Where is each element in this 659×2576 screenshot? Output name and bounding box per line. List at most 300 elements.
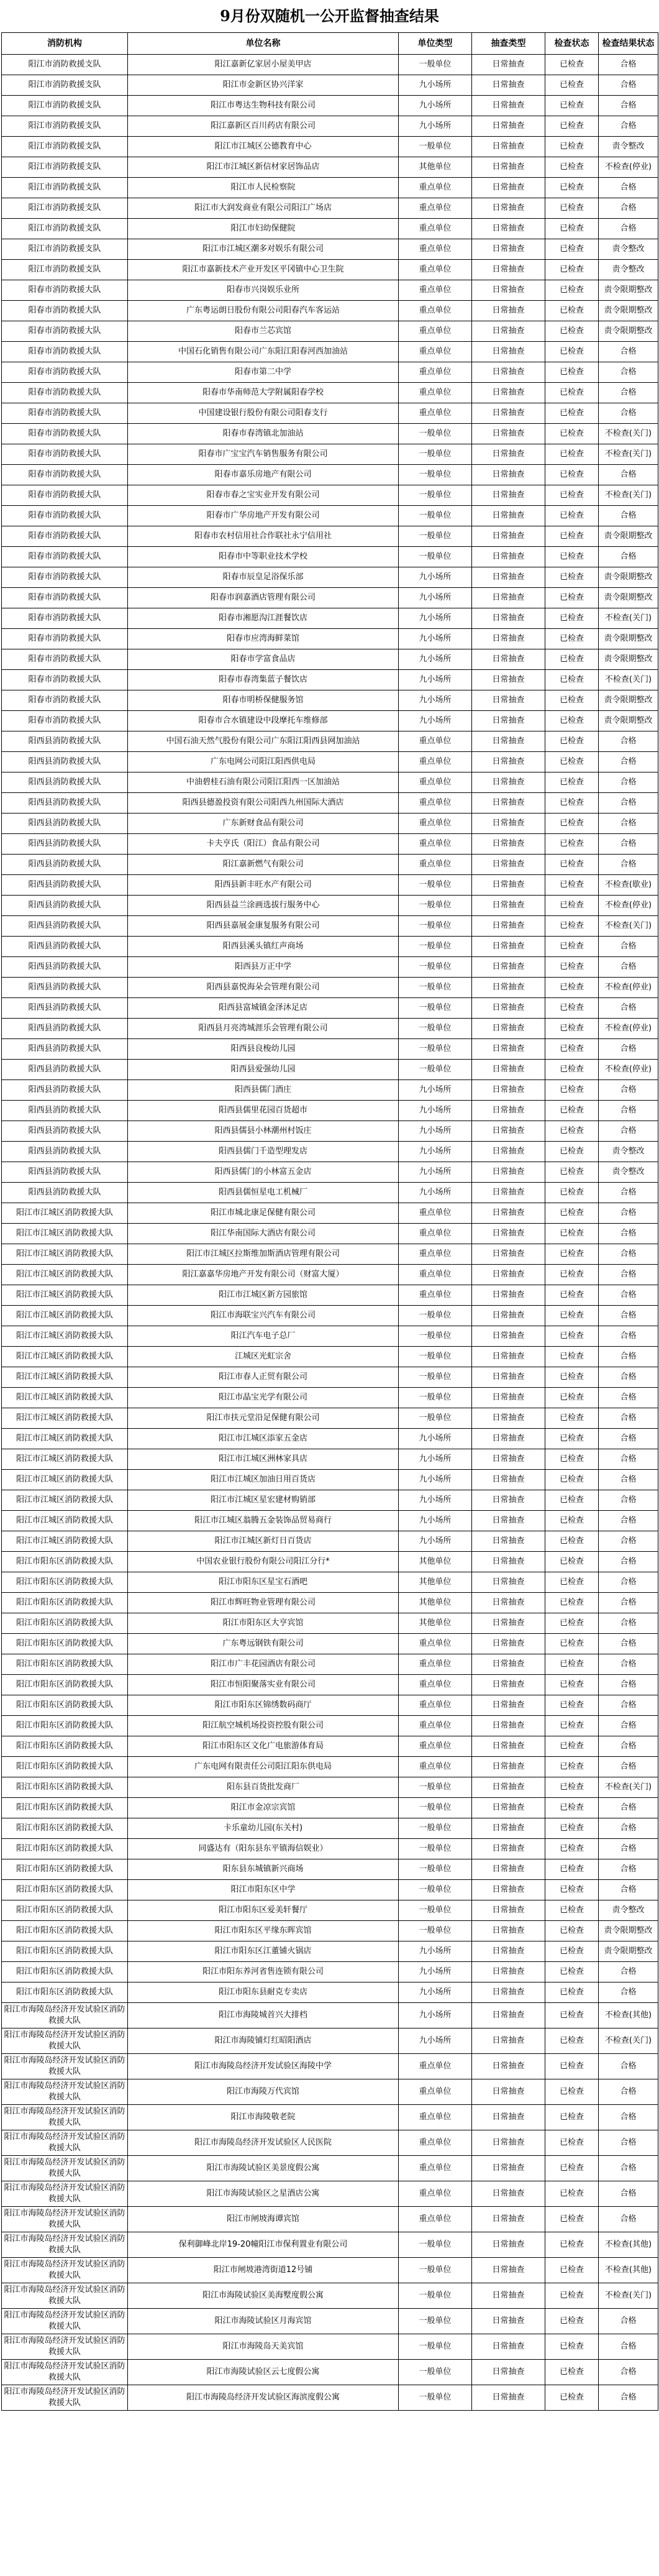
cell-check-status: 已检查 bbox=[545, 1408, 599, 1429]
cell-unit-type: 重点单位 bbox=[399, 1757, 472, 1777]
cell-unit-type: 一般单位 bbox=[399, 1347, 472, 1367]
cell-check-type: 日常抽查 bbox=[472, 957, 545, 978]
cell-unit-name: 阳春市应湾海鲜菜馆 bbox=[128, 629, 399, 649]
cell-unit-type: 一般单位 bbox=[399, 444, 472, 465]
table-row bbox=[2, 670, 658, 690]
cell-unit-type: 一般单位 bbox=[399, 2283, 472, 2309]
cell-result: 合格 bbox=[599, 998, 658, 1019]
cell-agency: 阳春市消防救援大队 bbox=[2, 526, 128, 547]
cell-check-type: 日常抽查 bbox=[472, 1921, 545, 1941]
table-row bbox=[2, 198, 658, 219]
cell-unit-name: 阳春市明桥保健服务馆 bbox=[128, 690, 399, 711]
cell-result: 合格 bbox=[599, 1388, 658, 1408]
cell-agency: 阳江市阳东区消防救援大队 bbox=[2, 1695, 128, 1716]
cell-check-status: 已检查 bbox=[545, 1244, 599, 1265]
cell-check-status: 已检查 bbox=[545, 1736, 599, 1757]
cell-unit-type: 一般单位 bbox=[399, 485, 472, 506]
cell-unit-type: 重点单位 bbox=[399, 2181, 472, 2207]
cell-result: 责令限期整改 bbox=[599, 526, 658, 547]
cell-result: 责令限期整改 bbox=[599, 690, 658, 711]
cell-check-type: 日常抽查 bbox=[472, 1818, 545, 1839]
cell-unit-type: 重点单位 bbox=[399, 855, 472, 875]
cell-check-status: 已检查 bbox=[545, 1880, 599, 1900]
cell-unit-name: 阳江市阳东区平缘东晖宾馆 bbox=[128, 1921, 399, 1941]
cell-check-type: 日常抽查 bbox=[472, 1285, 545, 1306]
cell-check-status: 已检查 bbox=[545, 1859, 599, 1880]
table-row bbox=[2, 588, 658, 608]
cell-unit-type: 一般单位 bbox=[399, 2360, 472, 2385]
cell-check-type: 日常抽查 bbox=[472, 485, 545, 506]
table-row bbox=[2, 2207, 658, 2232]
table-row bbox=[2, 2079, 658, 2105]
cell-unit-name: 阳西县万正中学 bbox=[128, 957, 399, 978]
cell-unit-type: 重点单位 bbox=[399, 1695, 472, 1716]
table-row bbox=[2, 1162, 658, 1183]
cell-unit-name: 阳江市恒阳聚落实业有限公司 bbox=[128, 1675, 399, 1695]
table-row bbox=[2, 1347, 658, 1367]
cell-check-type: 日常抽查 bbox=[472, 1019, 545, 1039]
cell-unit-name: 阳江汽车电子总厂 bbox=[128, 1326, 399, 1347]
cell-check-status: 已检查 bbox=[545, 2334, 599, 2360]
cell-agency: 阳江市阳东区消防救援大队 bbox=[2, 1798, 128, 1818]
cell-agency: 阳江市海陵岛经济开发试验区消防救援大队 bbox=[2, 2130, 128, 2156]
cell-result: 合格 bbox=[599, 1962, 658, 1982]
cell-result: 合格 bbox=[599, 1101, 658, 1121]
cell-check-type: 日常抽查 bbox=[472, 2232, 545, 2258]
cell-check-status: 已检查 bbox=[545, 814, 599, 834]
cell-check-status: 已检查 bbox=[545, 2207, 599, 2232]
cell-agency: 阳西县消防救援大队 bbox=[2, 752, 128, 772]
cell-check-type: 日常抽查 bbox=[472, 588, 545, 608]
table-row bbox=[2, 1921, 658, 1941]
cell-check-status: 已检查 bbox=[545, 2258, 599, 2283]
cell-check-status: 已检查 bbox=[545, 157, 599, 178]
cell-check-status: 已检查 bbox=[545, 383, 599, 403]
cell-result: 责令限期整改 bbox=[599, 649, 658, 670]
cell-check-status: 已检查 bbox=[545, 1777, 599, 1798]
cell-unit-name: 阳西县儒县小林潮州村饭庄 bbox=[128, 1121, 399, 1142]
cell-check-status: 已检查 bbox=[545, 342, 599, 362]
cell-check-type: 日常抽查 bbox=[472, 55, 545, 75]
cell-unit-type: 重点单位 bbox=[399, 362, 472, 383]
cell-agency: 阳江市海陵岛经济开发试验区消防救援大队 bbox=[2, 2360, 128, 2385]
cell-result: 责令限期整改 bbox=[599, 588, 658, 608]
cell-result: 合格 bbox=[599, 198, 658, 219]
cell-unit-type: 九小场所 bbox=[399, 711, 472, 731]
cell-check-status: 已检查 bbox=[545, 937, 599, 957]
cell-unit-name: 阳江市闸坡海谭宾馆 bbox=[128, 2207, 399, 2232]
cell-result: 合格 bbox=[599, 1982, 658, 2003]
cell-check-status: 已检查 bbox=[545, 711, 599, 731]
cell-agency: 阳西县消防救援大队 bbox=[2, 1183, 128, 1203]
table-row bbox=[2, 1039, 658, 1060]
table-row bbox=[2, 2283, 658, 2309]
cell-check-status: 已检查 bbox=[545, 1121, 599, 1142]
cell-check-status: 已检查 bbox=[545, 957, 599, 978]
cell-unit-type: 重点单位 bbox=[399, 239, 472, 260]
cell-agency: 阳春市消防救援大队 bbox=[2, 711, 128, 731]
table-row bbox=[2, 1224, 658, 1244]
cell-unit-name: 卡乐童幼儿园(东关村) bbox=[128, 1818, 399, 1839]
cell-unit-type: 一般单位 bbox=[399, 137, 472, 157]
cell-agency: 阳江市阳东区消防救援大队 bbox=[2, 1736, 128, 1757]
cell-unit-name: 阳西县嘉展金康复服务有限公司 bbox=[128, 916, 399, 937]
table-row bbox=[2, 506, 658, 526]
cell-check-status: 已检查 bbox=[545, 1490, 599, 1511]
cell-agency: 阳西县消防救援大队 bbox=[2, 998, 128, 1019]
cell-unit-type: 重点单位 bbox=[399, 772, 472, 793]
cell-unit-type: 一般单位 bbox=[399, 875, 472, 896]
cell-check-type: 日常抽查 bbox=[472, 2105, 545, 2130]
cell-unit-name: 阳春市春湾集蓝子餐饮店 bbox=[128, 670, 399, 690]
cell-unit-type: 一般单位 bbox=[399, 424, 472, 444]
cell-result: 合格 bbox=[599, 937, 658, 957]
cell-result: 不检查(其他) bbox=[599, 2003, 658, 2028]
cell-check-status: 已检查 bbox=[545, 2283, 599, 2309]
cell-result: 合格 bbox=[599, 1121, 658, 1142]
table-row bbox=[2, 1142, 658, 1162]
cell-result: 合格 bbox=[599, 547, 658, 567]
cell-result: 合格 bbox=[599, 1306, 658, 1326]
cell-agency: 阳江市江城区消防救援大队 bbox=[2, 1326, 128, 1347]
cell-check-type: 日常抽查 bbox=[472, 1449, 545, 1470]
cell-check-type: 日常抽查 bbox=[472, 1757, 545, 1777]
cell-check-type: 日常抽查 bbox=[472, 2079, 545, 2105]
table-row bbox=[2, 219, 658, 239]
header-row bbox=[2, 33, 658, 55]
table-row bbox=[2, 485, 658, 506]
cell-check-status: 已检查 bbox=[545, 1162, 599, 1183]
cell-unit-type: 重点单位 bbox=[399, 1736, 472, 1757]
cell-check-type: 日常抽查 bbox=[472, 178, 545, 198]
cell-unit-type: 一般单位 bbox=[399, 2334, 472, 2360]
cell-result: 合格 bbox=[599, 178, 658, 198]
cell-check-type: 日常抽查 bbox=[472, 875, 545, 896]
cell-check-type: 日常抽查 bbox=[472, 1675, 545, 1695]
cell-unit-name: 阳江市海陵岛经济开发试验区海陵中学 bbox=[128, 2054, 399, 2079]
table-row bbox=[2, 608, 658, 629]
cell-check-status: 已检查 bbox=[545, 424, 599, 444]
cell-unit-type: 一般单位 bbox=[399, 916, 472, 937]
header-result: 检查结果状态 bbox=[599, 33, 658, 55]
table-row bbox=[2, 444, 658, 465]
cell-result: 合格 bbox=[599, 2181, 658, 2207]
cell-agency: 阳江市海陵岛经济开发试验区消防救援大队 bbox=[2, 2181, 128, 2207]
cell-unit-name: 阳江市海陵岛天美宾馆 bbox=[128, 2334, 399, 2360]
cell-check-status: 已检查 bbox=[545, 116, 599, 137]
cell-result: 责令整改 bbox=[599, 1900, 658, 1921]
table-row bbox=[2, 1654, 658, 1675]
cell-agency: 阳西县消防救援大队 bbox=[2, 1060, 128, 1080]
table-row bbox=[2, 55, 658, 75]
cell-result: 不检查(关门) bbox=[599, 670, 658, 690]
cell-result: 合格 bbox=[599, 2105, 658, 2130]
cell-check-status: 已检查 bbox=[545, 1183, 599, 1203]
cell-check-status: 已检查 bbox=[545, 2232, 599, 2258]
cell-check-type: 日常抽查 bbox=[472, 567, 545, 588]
cell-unit-name: 阳江嘉新亿家居小屋美甲店 bbox=[128, 55, 399, 75]
cell-check-status: 已检查 bbox=[545, 178, 599, 198]
cell-result: 不检查(关门) bbox=[599, 916, 658, 937]
cell-check-status: 已检查 bbox=[545, 465, 599, 485]
cell-agency: 阳江市江城区消防救援大队 bbox=[2, 1408, 128, 1429]
cell-unit-name: 阳春市第二中学 bbox=[128, 362, 399, 383]
cell-unit-type: 其他单位 bbox=[399, 157, 472, 178]
cell-agency: 阳春市消防救援大队 bbox=[2, 690, 128, 711]
table-row bbox=[2, 1511, 658, 1531]
cell-agency: 阳江市阳东区消防救援大队 bbox=[2, 1921, 128, 1941]
cell-unit-name: 阳江市城北康足保健有限公司 bbox=[128, 1203, 399, 1224]
cell-result: 合格 bbox=[599, 772, 658, 793]
table-row bbox=[2, 1429, 658, 1449]
cell-check-type: 日常抽查 bbox=[472, 1613, 545, 1634]
cell-check-type: 日常抽查 bbox=[472, 198, 545, 219]
cell-result: 合格 bbox=[599, 1613, 658, 1634]
cell-result: 合格 bbox=[599, 1859, 658, 1880]
cell-agency: 阳江市海陵岛经济开发试验区消防救援大队 bbox=[2, 2079, 128, 2105]
cell-unit-name: 阳江嘉新燃气有限公司 bbox=[128, 855, 399, 875]
cell-result: 不检查(停业) bbox=[599, 157, 658, 178]
cell-check-status: 已检查 bbox=[545, 444, 599, 465]
cell-check-status: 已检查 bbox=[545, 1326, 599, 1347]
cell-agency: 阳江市消防救援支队 bbox=[2, 55, 128, 75]
cell-check-type: 日常抽查 bbox=[472, 793, 545, 814]
cell-result: 责令限期整改 bbox=[599, 711, 658, 731]
cell-unit-type: 一般单位 bbox=[399, 1019, 472, 1039]
cell-check-status: 已检查 bbox=[545, 2054, 599, 2079]
cell-unit-type: 九小场所 bbox=[399, 1962, 472, 1982]
cell-result: 合格 bbox=[599, 1203, 658, 1224]
cell-check-status: 已检查 bbox=[545, 547, 599, 567]
cell-check-type: 日常抽查 bbox=[472, 1982, 545, 2003]
table-row bbox=[2, 1306, 658, 1326]
cell-result: 合格 bbox=[599, 1634, 658, 1654]
cell-check-status: 已检查 bbox=[545, 1716, 599, 1736]
cell-agency: 阳江市阳东区消防救援大队 bbox=[2, 1900, 128, 1921]
cell-check-status: 已检查 bbox=[545, 690, 599, 711]
cell-unit-name: 中国石油天然气股份有限公司广东阳江阳西县网加油站 bbox=[128, 731, 399, 752]
table-row bbox=[2, 1675, 658, 1695]
cell-check-type: 日常抽查 bbox=[472, 649, 545, 670]
cell-unit-name: 卡夫亨氏（阳江）食品有限公司 bbox=[128, 834, 399, 855]
cell-check-status: 已检查 bbox=[545, 75, 599, 96]
cell-unit-type: 一般单位 bbox=[399, 465, 472, 485]
header-check-status: 检查状态 bbox=[545, 33, 599, 55]
cell-unit-name: 阳江市阳东区文化广电旅游体育局 bbox=[128, 1736, 399, 1757]
table-row bbox=[2, 2385, 658, 2411]
cell-unit-type: 重点单位 bbox=[399, 2156, 472, 2181]
cell-check-type: 日常抽查 bbox=[472, 2130, 545, 2156]
cell-result: 合格 bbox=[599, 1593, 658, 1613]
cell-unit-name: 阳春市湘愿沟江涯餐饮店 bbox=[128, 608, 399, 629]
cell-check-type: 日常抽查 bbox=[472, 157, 545, 178]
cell-agency: 阳江市阳东区消防救援大队 bbox=[2, 1777, 128, 1798]
cell-check-status: 已检查 bbox=[545, 875, 599, 896]
cell-agency: 阳江市海陵岛经济开发试验区消防救援大队 bbox=[2, 2258, 128, 2283]
cell-check-status: 已检查 bbox=[545, 1203, 599, 1224]
header-unit-name: 单位名称 bbox=[128, 33, 399, 55]
cell-agency: 阳春市消防救援大队 bbox=[2, 362, 128, 383]
cell-check-status: 已检查 bbox=[545, 2156, 599, 2181]
cell-result: 合格 bbox=[599, 1880, 658, 1900]
cell-check-type: 日常抽查 bbox=[472, 444, 545, 465]
cell-agency: 阳江市阳东区消防救援大队 bbox=[2, 1654, 128, 1675]
table-row bbox=[2, 1613, 658, 1634]
cell-check-type: 日常抽查 bbox=[472, 896, 545, 916]
cell-result: 不检查(停业) bbox=[599, 978, 658, 998]
cell-unit-type: 重点单位 bbox=[399, 1634, 472, 1654]
cell-check-status: 已检查 bbox=[545, 301, 599, 321]
cell-check-status: 已检查 bbox=[545, 1962, 599, 1982]
cell-agency: 阳江市阳东区消防救援大队 bbox=[2, 1634, 128, 1654]
table-row bbox=[2, 1777, 658, 1798]
cell-check-type: 日常抽查 bbox=[472, 1880, 545, 1900]
cell-unit-name: 阳江市晶宝光学有限公司 bbox=[128, 1388, 399, 1408]
table-row bbox=[2, 2258, 658, 2283]
cell-result: 不检查(其他) bbox=[599, 2232, 658, 2258]
cell-check-status: 已检查 bbox=[545, 1019, 599, 1039]
table-row bbox=[2, 957, 658, 978]
cell-agency: 阳江市海陵岛经济开发试验区消防救援大队 bbox=[2, 2334, 128, 2360]
table-row bbox=[2, 855, 658, 875]
cell-check-type: 日常抽查 bbox=[472, 1941, 545, 1962]
cell-unit-type: 九小场所 bbox=[399, 1531, 472, 1552]
cell-unit-name: 阳江市阳东县耐克专卖店 bbox=[128, 1982, 399, 2003]
cell-unit-type: 九小场所 bbox=[399, 96, 472, 116]
cell-unit-name: 广东新财食品有限公司 bbox=[128, 814, 399, 834]
table-row bbox=[2, 752, 658, 772]
cell-check-status: 已检查 bbox=[545, 1552, 599, 1572]
table-row bbox=[2, 1367, 658, 1388]
cell-unit-type: 九小场所 bbox=[399, 1429, 472, 1449]
cell-unit-name: 阳西县新丰旺水产有限公司 bbox=[128, 875, 399, 896]
cell-unit-type: 重点单位 bbox=[399, 2207, 472, 2232]
cell-unit-name: 阳西县儒门千造型理发店 bbox=[128, 1142, 399, 1162]
cell-result: 合格 bbox=[599, 2079, 658, 2105]
cell-unit-name: 阳江市嘉新技术产业开发区平冈镇中心卫生院 bbox=[128, 260, 399, 280]
cell-check-type: 日常抽查 bbox=[472, 1572, 545, 1593]
cell-check-type: 日常抽查 bbox=[472, 2054, 545, 2079]
cell-check-status: 已检查 bbox=[545, 1224, 599, 1244]
cell-result: 合格 bbox=[599, 2360, 658, 2385]
table-row bbox=[2, 1572, 658, 1593]
cell-result: 合格 bbox=[599, 731, 658, 752]
cell-unit-type: 其他单位 bbox=[399, 1552, 472, 1572]
cell-agency: 阳西县消防救援大队 bbox=[2, 896, 128, 916]
cell-agency: 阳江市江城区消防救援大队 bbox=[2, 1388, 128, 1408]
cell-unit-name: 阳江市海联宝兴汽车有限公司 bbox=[128, 1306, 399, 1326]
cell-agency: 阳西县消防救援大队 bbox=[2, 814, 128, 834]
cell-agency: 阳春市消防救援大队 bbox=[2, 424, 128, 444]
cell-check-type: 日常抽查 bbox=[472, 834, 545, 855]
cell-unit-type: 九小场所 bbox=[399, 567, 472, 588]
table-header bbox=[2, 33, 658, 55]
table-row bbox=[2, 1060, 658, 1080]
cell-check-type: 日常抽查 bbox=[472, 2028, 545, 2054]
cell-check-type: 日常抽查 bbox=[472, 978, 545, 998]
cell-check-type: 日常抽查 bbox=[472, 608, 545, 629]
table-row bbox=[2, 1634, 658, 1654]
cell-unit-name: 中国建设银行股份有限公司阳春支行 bbox=[128, 403, 399, 424]
cell-check-type: 日常抽查 bbox=[472, 690, 545, 711]
table-row bbox=[2, 424, 658, 444]
header-unit-type: 单位类型 bbox=[399, 33, 472, 55]
cell-unit-name: 中国石化销售有限公司广东阳江阳春河西加油站 bbox=[128, 342, 399, 362]
cell-result: 合格 bbox=[599, 814, 658, 834]
table-row bbox=[2, 1490, 658, 1511]
cell-result: 责令整改 bbox=[599, 1162, 658, 1183]
cell-check-status: 已检查 bbox=[545, 1839, 599, 1859]
table-row bbox=[2, 1244, 658, 1265]
cell-check-status: 已检查 bbox=[545, 588, 599, 608]
cell-agency: 阳西县消防救援大队 bbox=[2, 772, 128, 793]
table-row bbox=[2, 1408, 658, 1429]
cell-unit-name: 阳江市海陵试验区美海墅度假公寓 bbox=[128, 2283, 399, 2309]
table-row bbox=[2, 629, 658, 649]
cell-check-type: 日常抽查 bbox=[472, 1326, 545, 1347]
cell-unit-type: 重点单位 bbox=[399, 834, 472, 855]
cell-agency: 阳江市江城区消防救援大队 bbox=[2, 1470, 128, 1490]
cell-agency: 阳西县消防救援大队 bbox=[2, 855, 128, 875]
cell-check-type: 日常抽查 bbox=[472, 383, 545, 403]
cell-check-type: 日常抽查 bbox=[472, 1388, 545, 1408]
cell-unit-name: 阳东县东城镇新兴商场 bbox=[128, 1859, 399, 1880]
cell-check-status: 已检查 bbox=[545, 1347, 599, 1367]
cell-result: 合格 bbox=[599, 219, 658, 239]
table-row bbox=[2, 711, 658, 731]
cell-unit-type: 重点单位 bbox=[399, 198, 472, 219]
cell-unit-type: 九小场所 bbox=[399, 2028, 472, 2054]
cell-check-type: 日常抽查 bbox=[472, 752, 545, 772]
cell-agency: 阳春市消防救援大队 bbox=[2, 485, 128, 506]
cell-unit-name: 阳江市江城区翁腾五金装饰品贸易商行 bbox=[128, 1511, 399, 1531]
cell-check-status: 已检查 bbox=[545, 670, 599, 690]
cell-unit-type: 一般单位 bbox=[399, 1060, 472, 1080]
cell-check-type: 日常抽查 bbox=[472, 1408, 545, 1429]
cell-check-status: 已检查 bbox=[545, 280, 599, 301]
cell-check-type: 日常抽查 bbox=[472, 526, 545, 547]
cell-agency: 阳江市消防救援支队 bbox=[2, 260, 128, 280]
table-row bbox=[2, 137, 658, 157]
cell-unit-type: 重点单位 bbox=[399, 752, 472, 772]
cell-check-type: 日常抽查 bbox=[472, 1736, 545, 1757]
cell-check-status: 已检查 bbox=[545, 1039, 599, 1060]
cell-unit-name: 阳西县嘉悦海朵会管理有限公司 bbox=[128, 978, 399, 998]
cell-result: 合格 bbox=[599, 1367, 658, 1388]
cell-unit-type: 九小场所 bbox=[399, 1121, 472, 1142]
cell-unit-name: 阳江市海陵城首兴大排档 bbox=[128, 2003, 399, 2028]
cell-agency: 阳西县消防救援大队 bbox=[2, 793, 128, 814]
cell-agency: 阳江市阳东区消防救援大队 bbox=[2, 1859, 128, 1880]
cell-unit-name: 阳江市辉旺物业管理有限公司 bbox=[128, 1593, 399, 1613]
table-row bbox=[2, 793, 658, 814]
cell-check-status: 已检查 bbox=[545, 1654, 599, 1675]
cell-unit-type: 九小场所 bbox=[399, 1470, 472, 1490]
cell-agency: 阳江市江城区消防救援大队 bbox=[2, 1531, 128, 1552]
cell-unit-name: 阳江嘉嘉华房地产开发有限公司（财富大厦） bbox=[128, 1265, 399, 1285]
cell-check-status: 已检查 bbox=[545, 1080, 599, 1101]
cell-result: 不检查(关门) bbox=[599, 2283, 658, 2309]
cell-check-status: 已检查 bbox=[545, 1101, 599, 1121]
cell-unit-type: 一般单位 bbox=[399, 1388, 472, 1408]
cell-unit-type: 九小场所 bbox=[399, 629, 472, 649]
cell-agency: 阳春市消防救援大队 bbox=[2, 403, 128, 424]
cell-agency: 阳江市江城区消防救援大队 bbox=[2, 1347, 128, 1367]
table-row bbox=[2, 383, 658, 403]
cell-check-status: 已检查 bbox=[545, 2360, 599, 2385]
cell-result: 不检查(其他) bbox=[599, 2258, 658, 2283]
cell-unit-type: 重点单位 bbox=[399, 280, 472, 301]
